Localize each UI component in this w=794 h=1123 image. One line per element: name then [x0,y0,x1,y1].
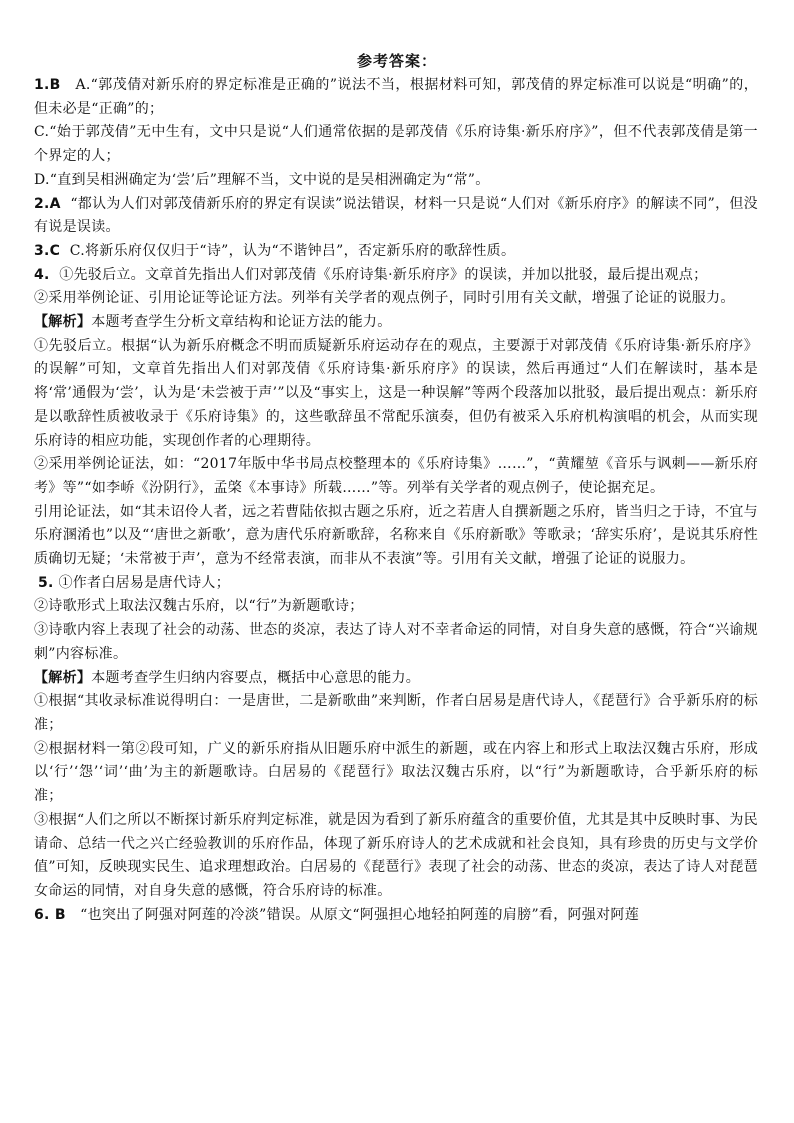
analysis-5-2 [34,738,758,809]
answer-text: ②采用举例论证法，如：“2017年版中华书局点校整理本的《乐府诗集》……”，“黄耀堃《音乐与讽刺——新乐府考》等”“如李峤《汾阴行》，孟棨《本事诗》所载……”等。列举有关学者的观点例子，使论据充足。 [34,456,758,496]
analysis-4-1 [34,335,758,454]
analysis-4-3 [34,501,758,572]
answer-label: 2.A [34,195,61,212]
answer-text: ①作者白居易是唐代诗人； [58,574,231,591]
analysis-5-1 [34,690,758,737]
answer-text: D.“直到吴相洲确定为‘尝’后”理解不当，文中说的是吴相洲确定为“常”。 [34,171,490,188]
answer-text: ①根据“其收录标准说得明白：一是唐世，二是新歌曲”来判断，作者白居易是唐代诗人，《琵琶行》合乎新乐府的标准； [34,693,758,733]
answer-text: ②采用举例论证、引用论证等论证方法。列举有关学者的观点例子，同时引用有关文献，增强了论证的说服力。 [34,290,735,307]
answer-label: 1.B [34,77,61,93]
answer-1-d [34,169,758,193]
answer-text: C.将新乐府仅仅归于“诗”，认为“不谐钟吕”，否定新乐府的歌辞性质。 [69,242,516,259]
answer-text: ①先驳后立。根据“认为新乐府概念不明而质疑新乐府运动存在的观点，主要源于对郭茂倩《乐府诗集·新乐府序》的误解”可知，文章首先指出人们对郭茂倩《乐府诗集·新乐府序》的误读，然后再通过“人们在解读时，基本是将‘常’通假为‘尝’，认为是‘未尝被于声’”以及“事实上，这是一种误解”等两个段落加以批驳，最后提出观点：新乐府是以歌辞性质被收录于《乐府诗集》的，这些歌辞虽不常配乐演奏，但仍有被采入乐府机构演唱的机会，从而实现乐府诗的相应功能，实现创作者的心理期待。 [34,337,758,449]
analysis-5-3 [34,809,758,904]
answer-text: ①先驳后立。文章首先指出人们对郭茂倩《乐府诗集·新乐府序》的误读，并加以批驳，最后提出观点； [59,266,708,283]
answer-5 [34,572,758,596]
answer-5-3 [34,619,758,666]
answer-5-2 [34,595,758,619]
answer-2 [34,193,758,240]
answer-4-2 [34,287,758,311]
answer-3 [34,240,758,264]
analysis-label: 【解析】 [34,314,92,331]
answer-text: 引用论证法，如“其未诏伶人者，远之若曹陆依拟古题之乐府，近之若唐人自撰新题之乐府，皆当归之于诗，不宜与乐府溷淆也”以及“‘唐世之新歌’，意为唐代乐府新歌辞，名称来自《乐府新歌》等歌录；‘辞实乐府’，是说其乐府性质确切无疑；‘未常被于声’，意为不经常表演，而非从不表演”等。引用有关文献，增强了论证的说服力。 [34,503,758,568]
answer-label: 4. [34,266,50,283]
answer-text: 本题考查学生分析文章结构和论证方法的能力。 [91,314,392,331]
analysis-5 [34,667,758,691]
answer-text: ②根据材料一第②段可知，广义的新乐府指从旧题乐府中派生的新题，或在内容上和形式上取法汉魏古乐府，形成以‘行’‘怨’‘词’‘曲’为主的新题歌诗。白居易的《琵琶行》取法汉魏古乐府，以“行”为新题歌诗，合乎新乐府的标准； [34,740,758,805]
answer-1-c [34,121,758,168]
answer-text: A.“郭茂倩对新乐府的界定标准是正确的”说法不当，根据材料可知，郭茂倩的界定标准可以说是“明确”的，但未必是“正确”的； [34,77,758,117]
analysis-4-2 [34,453,758,500]
answer-1 [34,74,758,121]
analysis-4 [34,311,758,335]
answer-label: 6. B [34,906,66,923]
answer-label: 3.C [34,242,61,259]
answer-text: 本题考查学生归纳内容要点，概括中心意思的能力。 [91,669,421,686]
answer-label: 5. [38,574,54,591]
answer-text: ③诗歌内容上表现了社会的动荡、世态的炎凉，表达了诗人对不幸者命运的同情，对自身失意的感慨，符合“兴谕规刺”内容标准。 [34,622,758,662]
answer-text: “也突出了阿强对阿莲的冷淡”错误。从原文“阿强担心地轻拍阿莲的肩膀”看，阿强对阿莲 [80,906,640,923]
answer-4 [34,264,758,288]
answer-text: ②诗歌形式上取法汉魏古乐府，以“行”为新题歌诗； [34,598,364,615]
answer-text: “都认为人们对郭茂倩新乐府的界定有误读”说法错误，材料一只是说“人们对《新乐府序》的解读不同”，但没有说是误读。 [34,195,758,236]
page-title: 参考答案： [356,52,437,70]
analysis-label: 【解析】 [34,669,92,686]
answer-6 [34,904,758,928]
answer-text: ③根据“人们之所以不断探讨新乐府判定标准，就是因为看到了新乐府蕴含的重要价值，尤其是其中反映时事、为民请命、总结一代之兴亡经验教训的乐府作品，体现了新乐府诗人的艺术成就和社会良知，具有珍贵的历史与文学价值”可知，反映现实民生、追求理想政治。白居易的《琵琶行》表现了社会的动荡、世态的炎凉，表达了诗人对琵琶女命运的同情，对自身失意的感慨，符合乐府诗的标准。 [34,811,758,899]
answer-text: C.“始于郭茂倩”无中生有，文中只是说“人们通常依据的是郭茂倩《乐府诗集·新乐府序》”，但不代表郭茂倩是第一个界定的人； [34,124,758,165]
answer-body [34,74,758,927]
